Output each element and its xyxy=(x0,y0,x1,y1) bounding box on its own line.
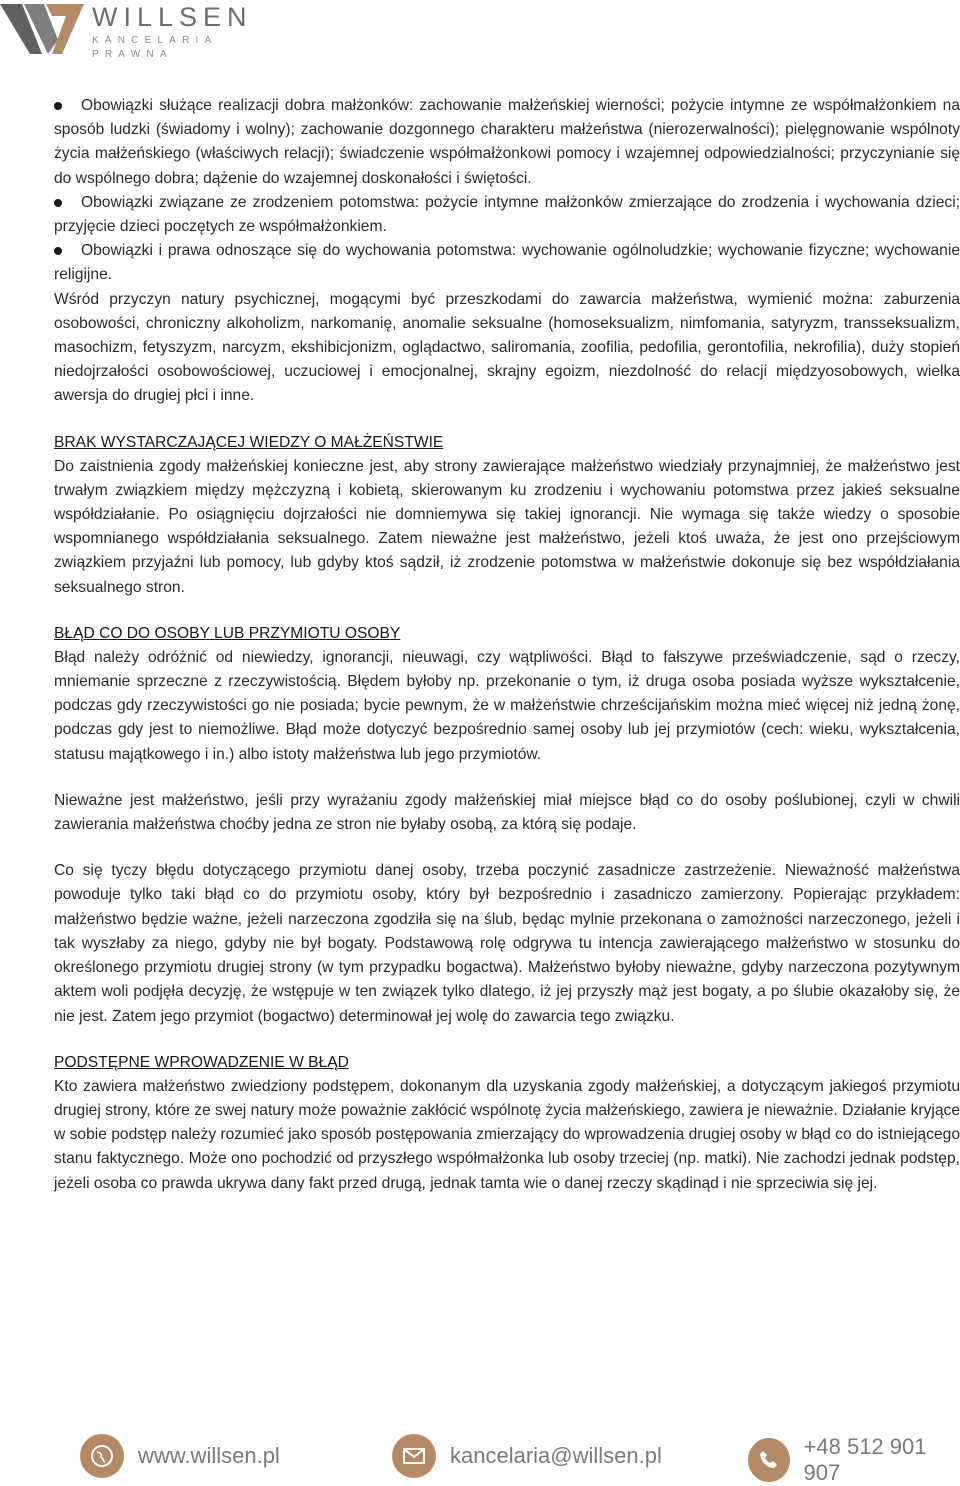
phone-icon xyxy=(748,1438,790,1482)
logo-subtitle-1: KANCELARIA xyxy=(92,35,218,46)
logo-name: WILLSEN xyxy=(92,2,253,32)
bullet-icon xyxy=(54,102,62,110)
section-heading-deceit: PODSTĘPNE WPROWADZENIE W BŁĄD xyxy=(54,1053,349,1071)
list-item: Obowiązki służące realizacji dobra małżonków: zachowanie małżeńskiej wierności; pożycie intymne ze współmałżonkiem na sposób ludzki (świadomy i wolny); zachowanie dozgonnego charakteru małżeństwa (nierozerwalności); pielęgnowanie wspólnoty życia małżeńskiego (właściwych relacji); świadczenie współmałżonkowi pomocy i wzajemnej odpowiedzialności; przyczynianie się do wspólnego dobra; dążenie do wzajemnej doskonałości i świętości. xyxy=(54,97,960,187)
paragraph-error-3: Co się tyczy błędu dotyczącego przymiotu danej osoby, trzeba poczynić zasadnicze zastrzeżenie. Nieważność małżeństwa powoduje tylko taki błąd co do przymiotu osoby, który był bezpośrednio i zasadniczo zamierzony. Popierając przykładem: małżeństwo będzie ważne, jeżeli narzeczona zgodziła się na ślub, będąc mylnie przekonana o zamożności narzeczonego, jeżeli i tak wyszłaby za niego, gdyby nie był bogaty. Podstawową rolę odgrywa tu intencja zawierającego małżeństwo w stosunku do określonego przymiotu drugiej strony (w tym przypadku bogactwa). Małżeństwo byłoby nieważne, gdyby narzeczona pozytywnym aktem woli podjęła decyzję, że wstępuje w ten związek tylko dlatego, iż jej przyszły mąż jest bogaty, a po ślubie okazałoby się, że nie jest. Zatem jego przymiot (bogactwo) determinował jej wolę do zawarcia tego związku. xyxy=(54,862,960,1025)
section-heading-knowledge: BRAK WYSTARCZAJĄCEJ WIEDZY O MAŁŻEŃSTWIE xyxy=(54,433,444,451)
section-heading-error: BŁĄD CO DO OSOBY LUB PRZYMIOTU OSOBY xyxy=(54,624,401,642)
list-item: Obowiązki i prawa odnoszące się do wychowania potomstwa: wychowanie ogólnoludzkie; wychowanie fizyczne; wychowanie religijne. xyxy=(54,242,960,284)
logo xyxy=(0,0,253,60)
paragraph-error-2: Nieważne jest małżeństwo, jeśli przy wyrażaniu zgody małżeńskiej miał miejsce błąd co do osoby poślubionej, czyli w chwili zawierania małżeństwa choćby jedna ze stron nie byłaby osobą, za którą się podaje. xyxy=(54,791,960,834)
paragraph-deceit: Kto zawiera małżeństwo zwiedziony podstępem, dokonanym dla uzyskania zgody małżeńskiej, a dotyczącym jakiegoś przymiotu drugiej strony, które ze swej natury może poważnie zakłócić wspólnotę życia małżeńskiego, zawiera je nieważnie. Działanie kryjące w sobie podstęp należy rozumieć jako sposób postępowania zmierzający do wprowadzenia drugiej osoby w błąd co do istniejącego stanu faktycznego. Może ono pochodzić od przyszłego współmałżonka lub osoby trzeciej (np. matki). Nie zachodzi jednak podstęp, jeżeli osoba co prawda ukrywa dany fakt przed drugą, jednak tamta wie o danej rzeczy skądinąd i nie sprzeciwia się jej. xyxy=(54,1077,960,1192)
website-link[interactable]: www.willsen.pl xyxy=(138,1443,280,1468)
footer xyxy=(0,1420,960,1486)
globe-icon xyxy=(80,1434,124,1478)
envelope-icon xyxy=(392,1434,436,1478)
obligations-list xyxy=(54,94,960,288)
paragraph-error-1: Błąd należy odróżnić od niewiedzy, ignorancji, nieuwagi, czy wątpliwości. Błąd to fałszywe przeświadczenie, sąd o rzeczy, mniemanie sprzeczne z rzeczywistością. Błędem byłoby np. przekonanie o tym, iż druga osoba posiada wyższe wykształcenie, podczas gdy rzeczywistości go nie posiada; bycie pewnym, że w małżeństwie chrześcijańskim można mieć więcej niż jedną żonę, podczas gdy jest to niemożliwe. Błąd może dotyczyć bezpośrednio samej osoby lub jej przymiotów (cech: wieku, wykształcenia, statusu majątkowego i in.) albo istoty małżeństwa lub jego przymiotów. xyxy=(54,648,960,763)
footer-website[interactable] xyxy=(80,1434,280,1478)
bullet-icon xyxy=(54,247,62,255)
footer-phone[interactable] xyxy=(748,1434,960,1486)
paragraph-psychic-causes: Wśród przyczyn natury psychicznej, mogącymi być przeszkodami do zawarcia małżeństwa, wymienić można: zaburzenia osobowości, chroniczny alkoholizm, narkomanię, anomalie seksualne (homoseksualizm, nimfomania, satyryzm, transseksualizm, masochizm, fetyszyzm, narcyzm, ekshibicjonizm, oglądactwo, saliromania, zoofilia, pedofilia, gerontofilia, nekrofilia), duży stopień niedojrzałości osobowościowej, uczuciowej i emocjonalnej, skrajny egoizm, niezdolność do relacji międzyosobowych, wielka awersja do drugiej płci i inne. xyxy=(54,290,960,405)
logo-mark-icon xyxy=(0,0,86,56)
bullet-icon xyxy=(54,199,62,207)
phone-number[interactable]: +48 512 901 907 xyxy=(803,1434,927,1485)
footer-email[interactable] xyxy=(392,1434,662,1478)
email-link[interactable]: kancelaria@willsen.pl xyxy=(450,1443,662,1468)
list-item: Obowiązki związane ze zrodzeniem potomstwa: pożycie intymne małżonków zmierzające do zrodzenia i wychowania dzieci; przyjęcie dzieci poczętych ze współmałżonkiem. xyxy=(54,193,960,236)
logo-subtitle-2: PRAWNA xyxy=(92,49,173,60)
document-body xyxy=(54,94,960,1218)
paragraph-knowledge: Do zaistnienia zgody małżeńskiej konieczne jest, aby strony zawierające małżeństwo wiedziały przynajmniej, że małżeństwo jest trwałym związkiem między mężczyzną i kobietą, skierowanym ku zrodzeniu i wychowaniu potomstwa przez jakieś seksualne współdziałanie. Po osiągnięciu dojrzałości nie domniemywa się takiej ignorancji. Nie wymaga się także wiedzy o sposobie wspomnianego współdziałania seksualnego. Zatem nieważne jest małżeństwo, jeżeli ktoś uważa, że jest ono przejściowym związkiem przyjaźni lub pomocy, lub gdyby ktoś sądził, iż zrodzenie potomstwa w małżeństwie dokonuje się bez współdziałania seksualnego stron. xyxy=(54,457,960,596)
